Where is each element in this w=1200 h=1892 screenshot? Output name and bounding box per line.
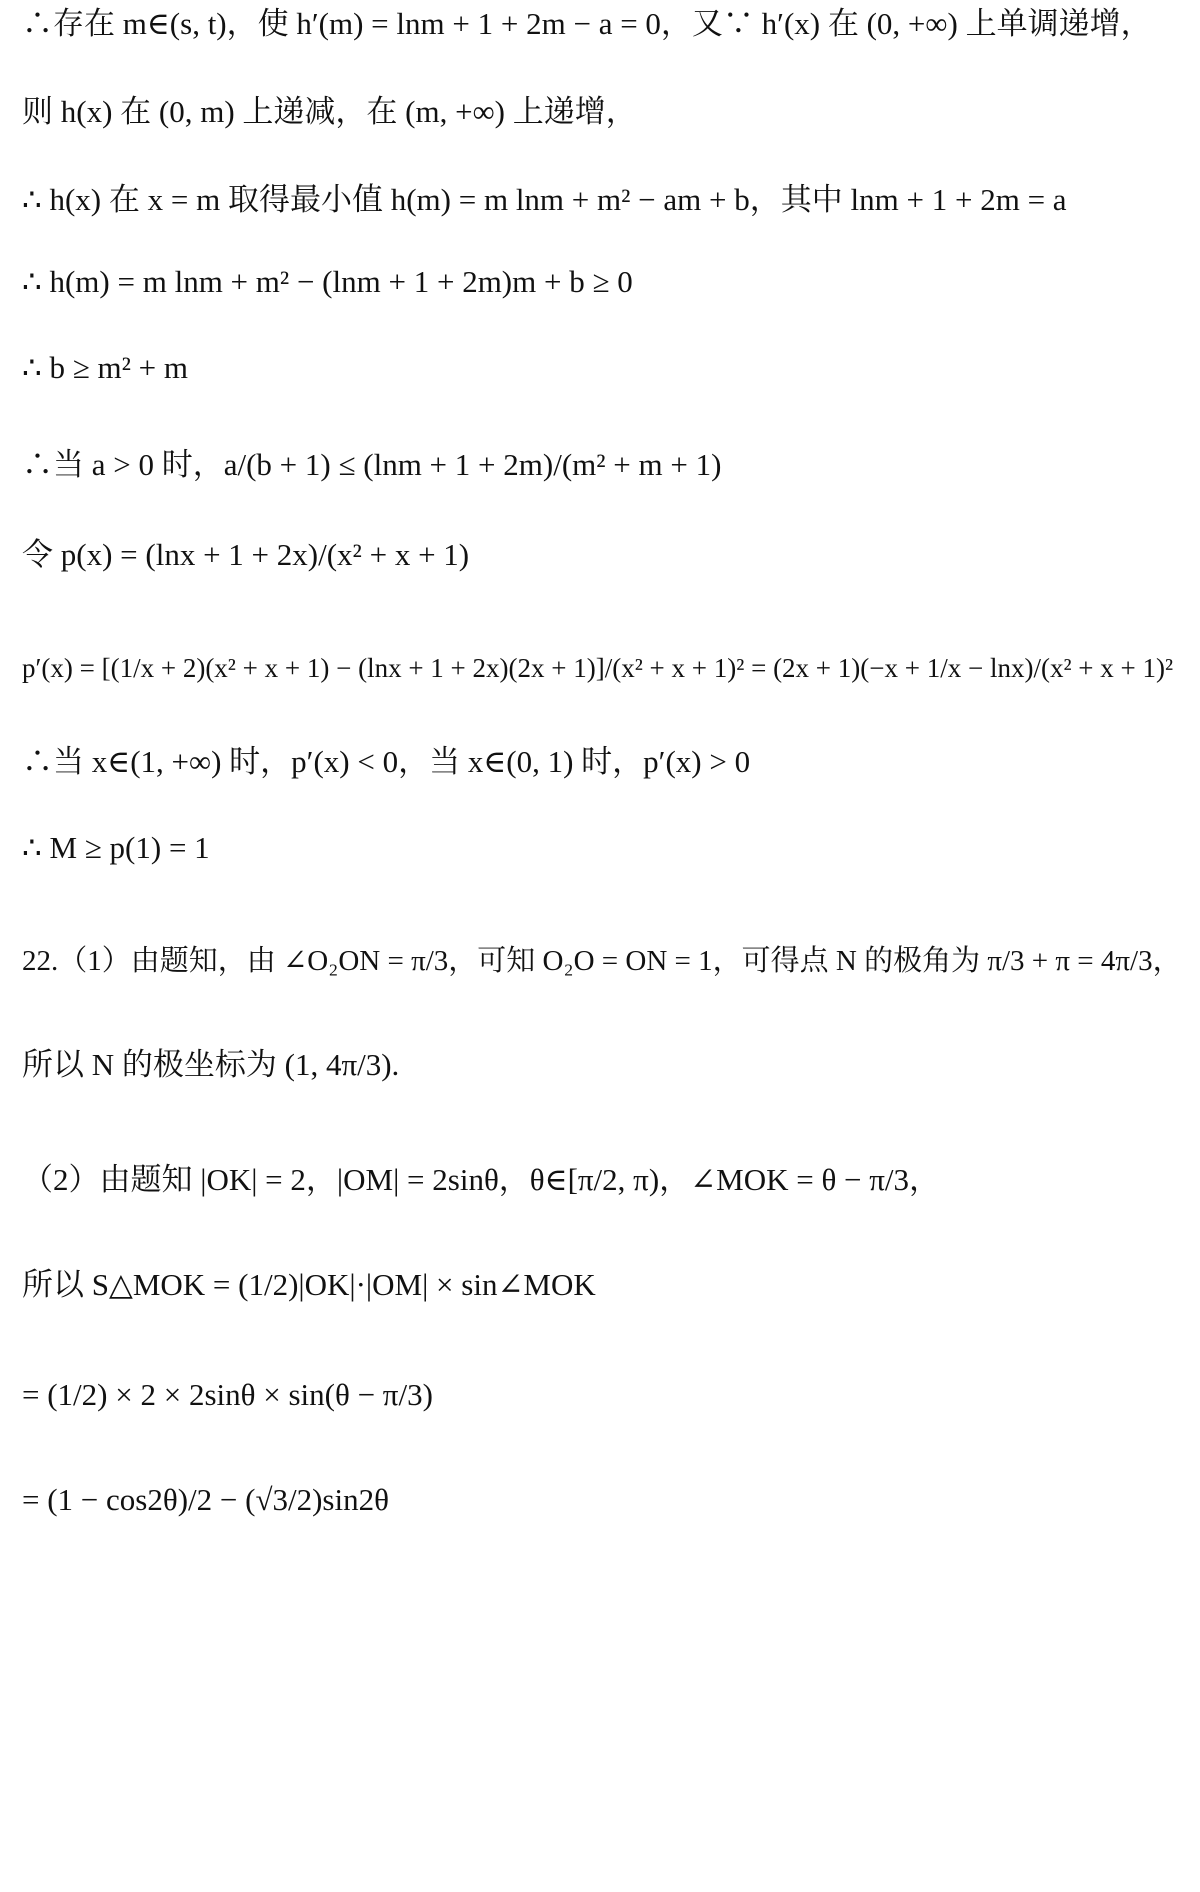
line-8: [22, 648, 1173, 689]
line-3-text: ∴ h(x) 在 x = m 取得最小值 h(m) = m lnm + m² − am + b，其中 lnm + 1 + 2m = a: [22, 182, 1067, 217]
line-10: [22, 828, 210, 868]
line-5: [22, 348, 188, 388]
line-12: [22, 1045, 399, 1085]
line-14: [22, 1265, 596, 1305]
line-9-text: ∴当 x∈(1, +∞) 时，p′(x) < 0，当 x∈(0, 1) 时，p′(x) > 0: [22, 744, 751, 779]
line-15-text: = (1/2) × 2 × 2sinθ × sin(θ − π/3): [22, 1377, 433, 1412]
line-5-text: ∴ b ≥ m² + m: [22, 350, 188, 385]
line-7-text: 令 p(x) = (lnx + 1 + 2x)/(x² + x + 1): [22, 537, 470, 572]
line-12-text: 所以 N 的极坐标为 (1, 4π/3).: [22, 1047, 400, 1082]
line-9: [22, 742, 750, 782]
line-11-text: 22.（1）由题知，由 ∠O₂ON = π/3，可知 O₂O = ON = 1，可得点 N 的极角为 π/3 + π = 4π/3，: [22, 945, 1182, 977]
line-16: [22, 1480, 389, 1520]
line-3: [22, 180, 1067, 220]
line-16-text: = (1 − cos2θ)/2 − (√3/2)sin2θ: [22, 1482, 389, 1517]
line-7: [22, 535, 469, 575]
line-6-text: ∴当 a > 0 时，a/(b + 1) ≤ (lnm + 1 + 2m)/(m² + m + 1): [22, 447, 722, 482]
line-1-text: ∴存在 m∈(s, t)，使 h′(m) = lnm + 1 + 2m − a = 0，又∵ h′(x) 在 (0, +∞) 上单调递增，: [22, 6, 1152, 41]
line-8-text: p′(x) = [(1/x + 2)(x² + x + 1) − (lnx + 1 + 2x)(2x + 1)]/(x² + x + 1)² = (2x + 1)(−x + 1/x − lnx)/(x² + x + 1)²: [22, 653, 1174, 683]
line-2: [22, 92, 637, 132]
line-4: [22, 262, 633, 302]
line-4-text: ∴ h(m) = m lnm + m² − (lnm + 1 + 2m)m + b ≥ 0: [22, 264, 633, 299]
line-13-text: （2）由题知 |OK| = 2，|OM| = 2sinθ，θ∈[π/2, π)，∠MOK = θ − π/3，: [22, 1162, 941, 1197]
line-6: [22, 445, 721, 485]
line-14-text: 所以 S△MOK = (1/2)|OK|·|OM| × sin∠MOK: [22, 1267, 596, 1302]
line-13: [22, 1160, 940, 1200]
line-15: [22, 1375, 433, 1415]
line-10-text: ∴ M ≥ p(1) = 1: [22, 830, 210, 865]
line-1: [22, 4, 1152, 44]
line-2-text: 则 h(x) 在 (0, m) 上递减，在 (m, +∞) 上递增，: [22, 94, 637, 129]
line-11: [22, 940, 1182, 981]
